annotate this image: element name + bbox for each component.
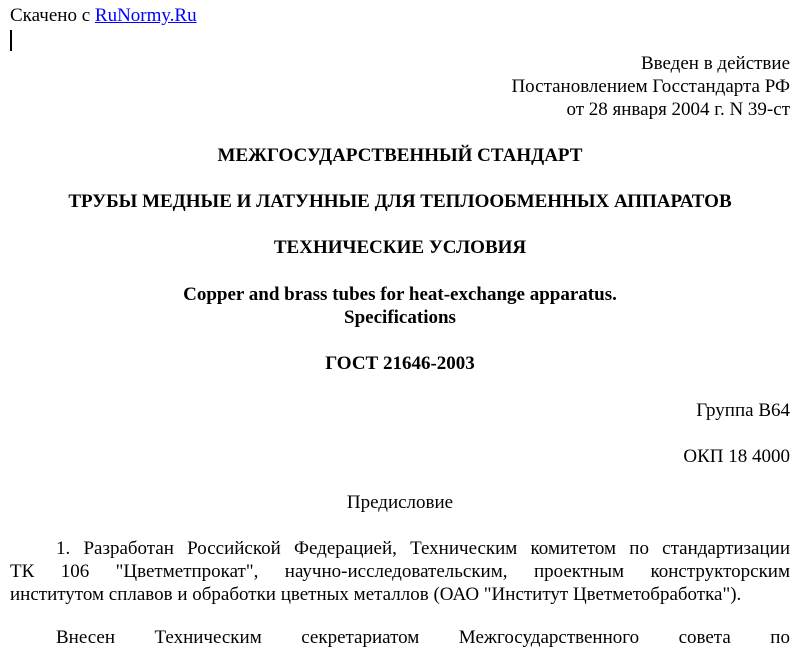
standard-title: ТРУБЫ МЕДНЫЕ И ЛАТУННЫЕ ДЛЯ ТЕПЛООБМЕННЫХ АППАРАТОВ <box>68 191 732 212</box>
foreword-item-1-line-2: ТК 106 "Цветметпрокат", научно-исследовательским, проектным конструкторским <box>10 561 790 582</box>
standard-type-heading: МЕЖГОСУДАРСТВЕННЫЙ СТАНДАРТ <box>217 145 583 166</box>
foreword-heading: Предисловие <box>346 492 454 513</box>
text-cursor <box>10 30 12 51</box>
item2-word: совета <box>678 627 731 648</box>
item2-word: Внесен <box>56 627 116 648</box>
standard-subtitle: ТЕХНИЧЕСКИЕ УСЛОВИЯ <box>273 237 527 258</box>
english-title-line-2: Specifications <box>344 307 456 328</box>
item2-word: Техническим <box>154 627 262 648</box>
source-link[interactable]: RuNormy.Ru <box>94 5 197 26</box>
gost-number: ГОСТ 21646-2003 <box>325 353 475 374</box>
foreword-item-1 <box>10 537 790 606</box>
item2-word: секретариатом <box>301 627 420 648</box>
okp-code: ОКП 18 4000 <box>683 446 790 467</box>
classification-group: Группа В64 <box>696 400 790 421</box>
foreword-item-1-line-1: 1. Разработан Российской Федерацией, Техническим комитетом по стандартизации <box>56 538 790 559</box>
item2-word: Межгосударственного <box>458 627 640 648</box>
foreword-item-1-line-3: институтом сплавов и обработки цветных металлов (ОАО "Институт Цветметобработка"). <box>10 584 742 605</box>
source-line <box>10 4 197 27</box>
source-prefix: Скачено с <box>10 5 95 26</box>
enactment-line-3: от 28 января 2004 г. N 39-ст <box>566 99 790 120</box>
enactment-line-1: Введен в действие <box>640 53 790 74</box>
enactment-line-2: Постановлением Госстандарта РФ <box>511 76 790 97</box>
english-title-line-1: Copper and brass tubes for heat-exchange apparatus. <box>183 284 617 305</box>
item2-word: по <box>770 627 790 648</box>
